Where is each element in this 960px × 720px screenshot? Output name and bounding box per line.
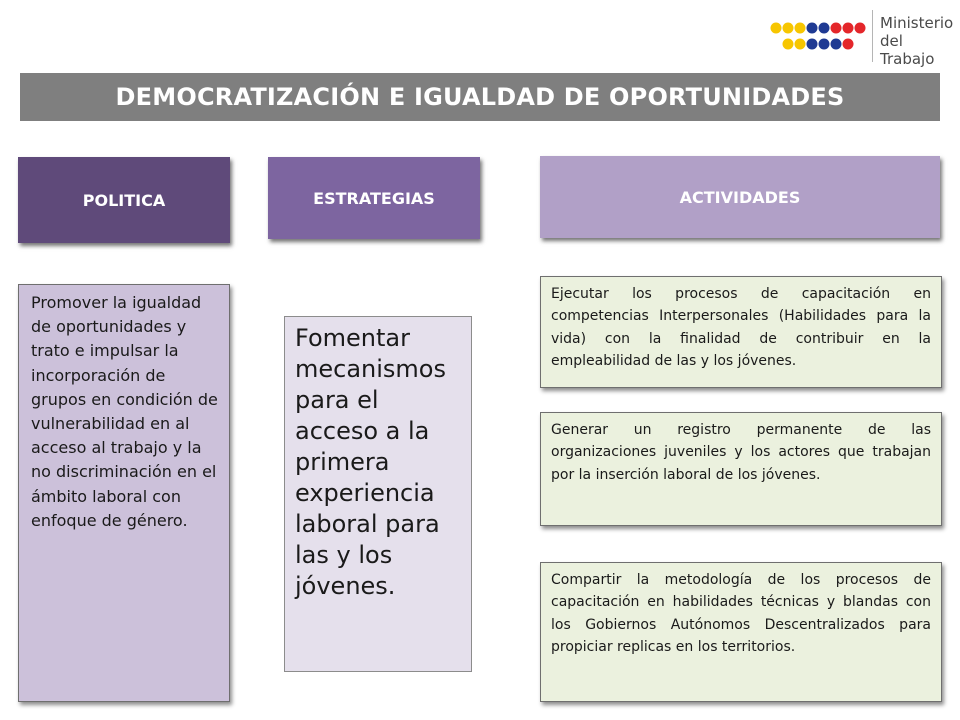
actividad-box-1: Ejecutar los procesos de capacitación en competencias Interpersonales (Habilidades para la vida) con la finalidad de contribuir en la empleabilidad de las y los jóvenes. xyxy=(540,276,942,388)
header-politica: POLITICA xyxy=(18,157,230,243)
actividad-box-2: Generar un registro permanente de las organizaciones juveniles y los actores que trabajan por la inserción laboral de los jóvenes. xyxy=(540,412,942,526)
logo-dots-icon xyxy=(768,20,868,56)
logo-text xyxy=(880,14,954,68)
politica-text-box: Promover la igualdad de oportunidades y trato e impulsar la incorporación de grupos en condición de vulnerabilidad en al acceso al trabajo y la no discriminación en el ámbito laboral con enfoque de género. xyxy=(18,284,230,702)
logo-line-1: Ministerio xyxy=(880,14,954,32)
page-title: DEMOCRATIZACIÓN E IGUALDAD DE OPORTUNIDADES xyxy=(20,73,940,121)
logo-line-2: del Trabajo xyxy=(880,32,935,68)
header-estrategias: ESTRATEGIAS xyxy=(268,157,480,239)
ministerio-logo xyxy=(768,6,954,68)
estrategia-text-box: Fomentar mecanismos para el acceso a la primera experiencia laboral para las y los jóvenes. xyxy=(284,316,472,672)
header-actividades: ACTIVIDADES xyxy=(540,156,940,238)
logo-divider xyxy=(872,10,873,62)
actividad-box-3: Compartir la metodología de los procesos de capacitación en habilidades técnicas y blandas con los Gobiernos Autónomos Descentralizados para propiciar replicas en los territorios. xyxy=(540,562,942,702)
